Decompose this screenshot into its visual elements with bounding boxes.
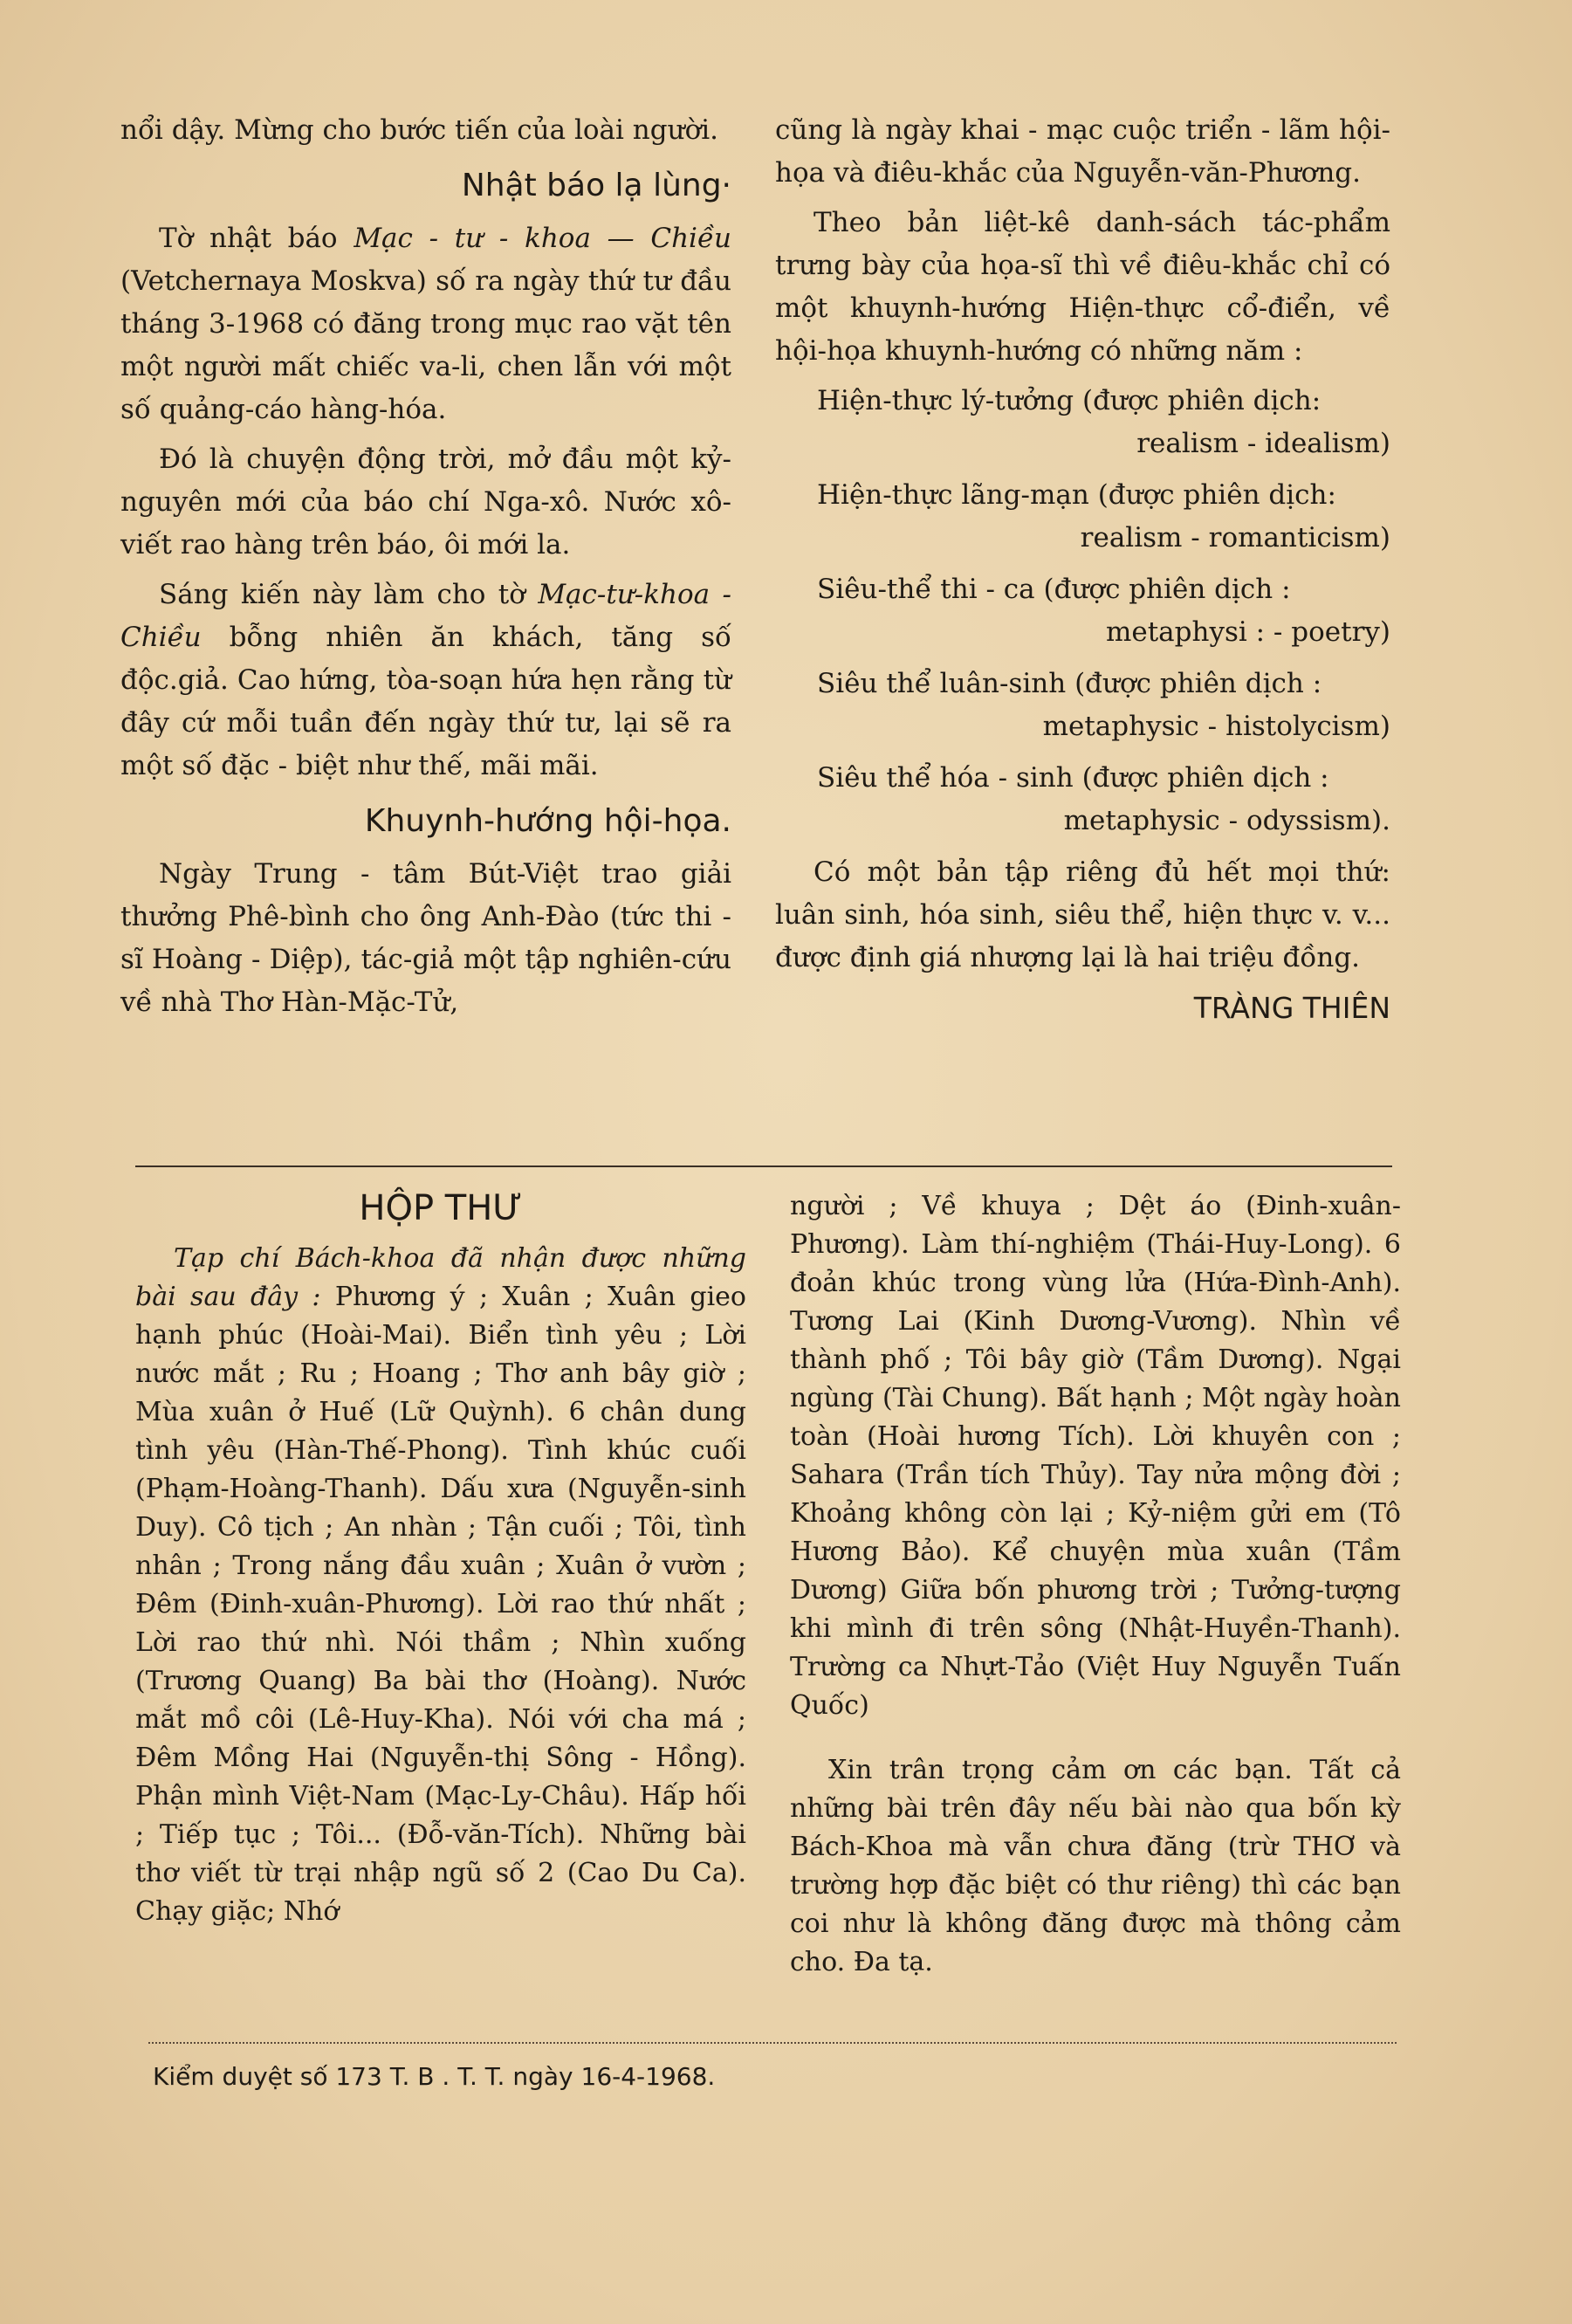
- term-en: realism - idealism): [1136, 428, 1390, 459]
- term-en: metaphysic - histolycism): [1042, 711, 1390, 742]
- intro-text: nổi dậy. Mừng cho bước tiến của loài người.: [120, 114, 718, 146]
- mailbox-intro: Tạp chí Bách-khoa đã nhận được những bài sau đây :: [135, 1243, 746, 1312]
- mailbox-paragraph: [135, 1240, 746, 1931]
- text-span: Tờ nhật báo: [159, 223, 338, 254]
- left-column: [120, 109, 731, 1031]
- section-divider: [135, 1165, 1392, 1167]
- term-vn: Hiện-thực lý-tưởng (được phiên dịch:: [817, 385, 1321, 416]
- footer-divider: [148, 2042, 1397, 2044]
- article-paragraph: [120, 574, 731, 787]
- right-column: [775, 109, 1390, 1029]
- term-en: realism - romanticism): [1080, 522, 1390, 553]
- term-item: [775, 757, 1390, 842]
- term-item: [775, 474, 1390, 560]
- term-en: metaphysic - odyssism).: [1063, 805, 1390, 836]
- text-span: (Vetchernaya Moskva) số ra ngày thứ tư đầu tháng 3-1968 có đăng trong mục rao vặt tên một người mất chiếc va-li, chen lẫn với một số quảng-cáo hàng-hóa.: [120, 265, 731, 425]
- article-paragraph: cũng là ngày khai - mạc cuộc triển - lãm hội-họa và điêu-khắc của Nguyễn-văn-Phương.: [775, 114, 1390, 189]
- term-vn: Siêu-thể thi - ca (được phiên dịch :: [817, 574, 1291, 605]
- italic-title: Mạc - tư - khoa — Chiều: [354, 223, 731, 254]
- mailbox-title: HỘP THƯ: [359, 1188, 523, 1228]
- article-paragraph: Ngày Trung - tâm Bút-Việt trao giải thưởng Phê-bình cho ông Anh-Đào (tức thi - sĩ Hoàng - Diệp), tác-giả một tập nghiên-cứu về nhà Thơ Hàn-Mặc-Tử,: [120, 858, 731, 1018]
- term-vn: Hiện-thực lãng-mạn (được phiên dịch:: [817, 479, 1336, 511]
- author-signature: TRÀNG THIÊN: [1193, 991, 1390, 1025]
- article-paragraph: Có một bản tập riêng đủ hết mọi thứ: luân sinh, hóa sinh, siêu thể, hiện thực v. v... được định giá nhượng lại là hai triệu đồng.: [775, 856, 1390, 973]
- heading-nhat-bao: Nhật báo lạ lùng·: [461, 168, 731, 203]
- term-item: [775, 663, 1390, 748]
- article-paragraph: Đó là chuyện động trời, mở đầu một kỷ-nguyên mới của báo chí Nga-xô. Nước xô-viết rao hàng trên báo, ôi mới la.: [120, 443, 731, 560]
- text-span: bỗng nhiên ăn khách, tăng số độc.giả. Cao hứng, tòa-soạn hứa hẹn rằng từ đây cứ mỗi tuần đến ngày thứ tư, lại sẽ ra một số đặc - biệt như thế, mãi mãi.: [120, 622, 731, 781]
- term-item: [775, 568, 1390, 654]
- term-item: [775, 380, 1390, 465]
- heading-khuynh-huong: Khuynh-hướng hội-họa.: [364, 803, 731, 839]
- term-vn: Siêu thể hóa - sinh (được phiên dịch :: [817, 762, 1329, 794]
- article-paragraph: [120, 217, 731, 431]
- mailbox-closing: Xin trân trọng cảm ơn các bạn. Tất cả những bài trên đây nếu bài nào qua bốn kỳ Bách-Khoa mà vẫn chưa đăng (trừ THƠ và trường hợp đặc biệt có thư riêng) thì các bạn coi như là không đăng được mà thông cảm cho. Đa tạ.: [790, 1755, 1401, 1977]
- mailbox-list: người ; Về khuya ; Dệt áo (Đinh-xuân-Phương). Làm thí-nghiệm (Thái-Huy-Long). 6 đoản khúc trong vùng lửa (Hứa-Đình-Anh). Tương Lai (Kinh Dương-Vương). Nhìn về thành phố ; Tôi bây giờ (Tầm Dương). Ngại ngùng (Tài Chung). Bất hạnh ; Một ngày hoàn toàn (Hoài hương Tích). Lời khuyên con ; Sahara (Trần tích Thủy). Tay nửa mộng đời ; Khoảng không còn lại ; Kỷ-niệm gửi em (Tô Hương Bảo). Kể chuyện mùa xuân (Tầm Dương) Giữa bốn phương trời ; Tưởng-tượng khi mình đi trên sông (Nhật-Huyền-Thanh). Trường ca Nhựt-Tảo (Việt Huy Nguyễn Tuấn Quốc): [790, 1191, 1401, 1721]
- mailbox-right-column: [790, 1187, 1401, 1989]
- article-paragraph: Theo bản liệt-kê danh-sách tác-phẩm trưng bày của họa-sĩ thì về điêu-khắc chỉ có một khuynh-hướng Hiện-thực cổ-điển, về hội-họa khuynh-hướng có những năm :: [775, 207, 1390, 367]
- term-en: metaphysi : - poetry): [1105, 616, 1390, 648]
- italic-title: Mạc-tư-khoa - Chiều: [120, 579, 732, 653]
- mailbox-left-column: [135, 1187, 746, 1938]
- censorship-footer: Kiểm duyệt số 173 T. B . T. T. ngày 16-4-1968.: [153, 2062, 716, 2091]
- mailbox-list: Phương ý ; Xuân ; Xuân gieo hạnh phúc (Hoài-Mai). Biển tình yêu ; Lời nước mắt ; Ru ; Hoang ; Thơ anh bây giờ ; Mùa xuân ở Huế (Lữ Quỳnh). 6 chân dung tình yêu (Hàn-Thế-Phong). Tình khúc cuối (Phạm-Hoàng-Thanh). Dấu xưa (Nguyễn-sinh Duy). Cô tịch ; An nhàn ; Tận cuối ; Tôi, tình nhân ; Trong nắng đầu xuân ; Xuân ở vườn ; Đêm (Đinh-xuân-Phương). Lời rao thứ nhất ; Lời rao thứ nhì. Nói thầm ; Nhìn xuống (Trương Quang) Ba bài thơ (Hoàng). Nước mắt mồ côi (Lê-Huy-Kha). Nói với cha má ; Đêm Mồng Hai (Nguyễn-thị Sông - Hồng). Phận mình Việt-Nam (Mạc-Ly-Châu). Hấp hối ; Tiếp tục ; Tôi... (Đỗ-văn-Tích). Những bài thơ viết từ trại nhập ngũ số 2 (Cao Du Ca). Chạy giặc; Nhớ: [135, 1282, 746, 1927]
- text-span: Sáng kiến này làm cho tờ: [159, 579, 525, 610]
- term-vn: Siêu thể luân-sinh (được phiên dịch :: [817, 668, 1322, 699]
